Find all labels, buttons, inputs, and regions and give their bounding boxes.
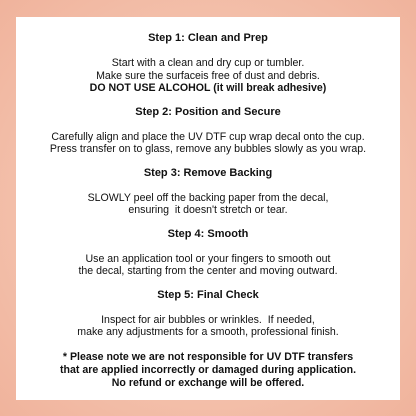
step-4-heading: Step 4: Smooth	[167, 227, 249, 240]
step-1-line-2: Make sure the surfaceis free of dust and debris.	[96, 69, 320, 82]
step-3-line-1: SLOWLY peel off the backing paper from the decal,	[87, 191, 329, 204]
disclaimer	[24, 351, 392, 390]
step-4	[24, 228, 392, 278]
step-5-line-2: make any adjustments for a smooth, professional finish.	[77, 326, 339, 338]
step-5-heading: Step 5: Final Check	[157, 288, 259, 301]
disclaimer-line-2: that are applied incorrectly or damaged during application.	[59, 363, 357, 376]
step-1-heading: Step 1: Clean and Prep	[148, 32, 268, 44]
instruction-card	[16, 17, 400, 400]
disclaimer-line-1: * Please note we are not responsible for UV DTF transfers	[62, 350, 354, 363]
step-3-line-2: ensuring it doesn't stretch or tear.	[128, 204, 288, 216]
step-2-heading: Step 2: Position and Secure	[135, 105, 281, 118]
step-1-warning: DO NOT USE ALCOHOL (it will break adhesive)	[89, 82, 327, 94]
disclaimer-line-3: No refund or exchange will be offered.	[111, 376, 305, 389]
step-3	[24, 167, 392, 217]
step-4-line-1: Use an application tool or your fingers to smooth out	[85, 252, 331, 265]
step-5-line-1: Inspect for air bubbles or wrinkles. If needed,	[101, 313, 315, 326]
step-1	[24, 32, 392, 95]
step-2	[24, 106, 392, 156]
step-3-heading: Step 3: Remove Backing	[143, 166, 273, 179]
step-1-line-1: Start with a clean and dry cup or tumbler.	[111, 57, 305, 69]
step-4-line-2: the decal, starting from the center and moving outward.	[78, 265, 338, 277]
step-2-line-2: Press transfer on to glass, remove any bubbles slowly as you wrap.	[49, 143, 367, 155]
step-2-line-1: Carefully align and place the UV DTF cup wrap decal onto the cup.	[51, 130, 365, 143]
step-5	[24, 289, 392, 339]
